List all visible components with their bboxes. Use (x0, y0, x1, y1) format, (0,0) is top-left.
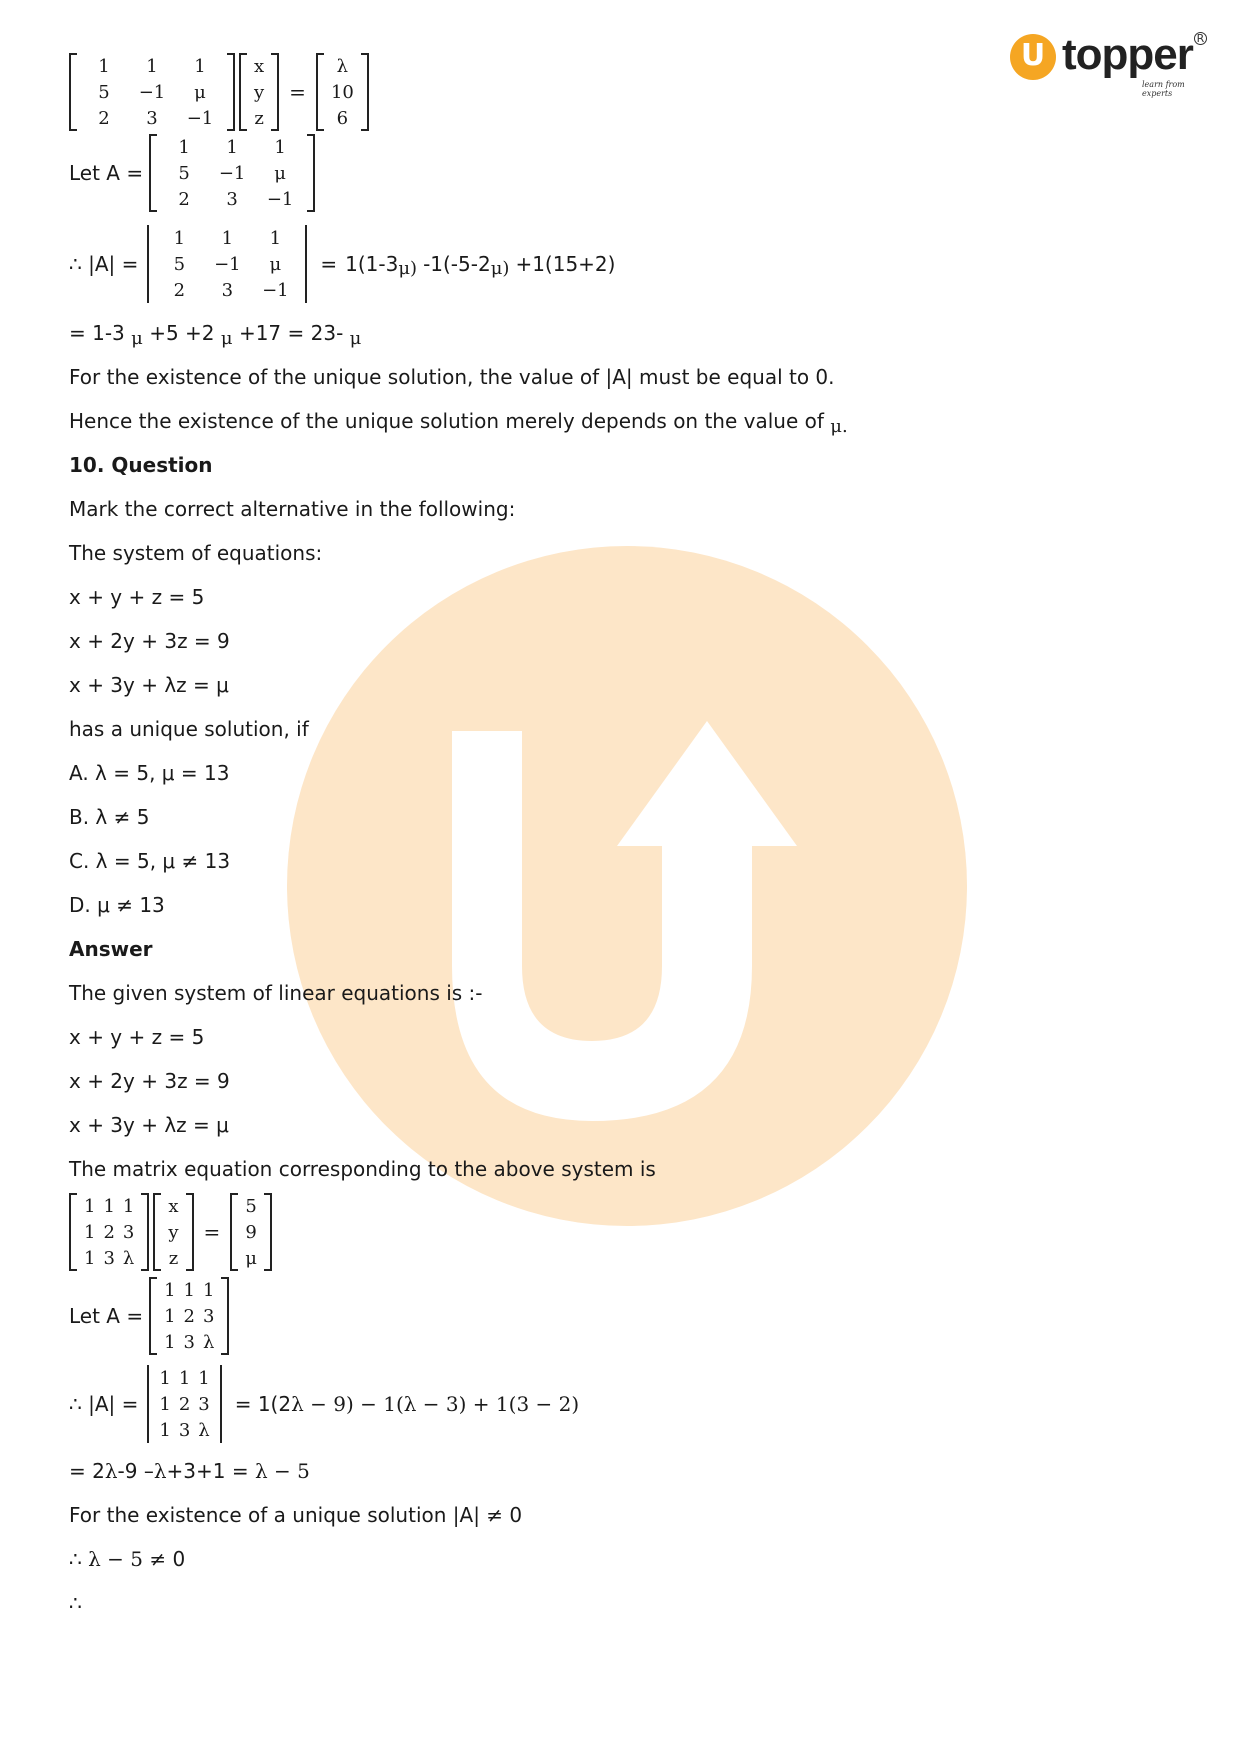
simplification-line-2: = 2λ-9 –λ+3+1 = λ − 5 (69, 1459, 310, 1483)
answer-equation: x + y + z = 5 (69, 1025, 205, 1049)
unique-condition: For the existence of a unique solution |A| ≠ 0 (69, 1503, 523, 1527)
option-b: B. λ ≠ 5 (69, 805, 150, 829)
coefficient-matrix (69, 53, 235, 131)
logo-tagline: learn from experts (1142, 80, 1185, 98)
det-label: ∴ |A| = (69, 1392, 139, 1416)
therefore-line: ∴ (69, 1591, 82, 1615)
registered-mark: R (1194, 32, 1207, 45)
determinant-a: 1 1 1 1 2 3 1 3 λ (144, 1365, 224, 1443)
determinant-expansion-2: ∴ |A| = 1 1 1 1 2 3 1 3 λ = 1(2 λ − 9) − 1(λ − 3) + 1(3 − 2) (69, 1364, 1169, 1444)
option-c: C. λ = 5, μ ≠ 13 (69, 849, 231, 873)
rhs-vector: λ 10 6 (316, 53, 369, 131)
variable-vector: x y z (153, 1193, 193, 1271)
equals-sign: = (203, 1220, 221, 1244)
let-a-definition (69, 134, 1169, 212)
matrix-intro: The matrix equation corresponding to the above system is (69, 1157, 656, 1181)
let-a-label: Let A = (69, 1304, 144, 1328)
question-equation: x + y + z = 5 (69, 585, 205, 609)
question-equation: x + 3y + λz = μ (69, 673, 229, 697)
coefficient-matrix: 1 1 1 1 2 3 1 3 λ (69, 1193, 149, 1271)
logo-wordmark: topper (1062, 30, 1193, 79)
brand-logo (1010, 30, 1210, 98)
existence-statement: For the existence of the unique solution, the value of |A| must be equal to 0. (69, 365, 835, 389)
rhs-vector: 5 9 μ (230, 1193, 272, 1271)
question-title: 10. Question (69, 453, 213, 477)
simplification-line: = 1-3 μ +5 +2 μ +17 = 23- μ (69, 321, 362, 349)
let-a-definition-2 (69, 1276, 1169, 1356)
matrix-cells: 1 1 1 5 −1 μ 2 3 −1 (98, 55, 214, 129)
det-label: ∴ |A| = (69, 252, 139, 276)
question-intro: The system of equations: (69, 541, 323, 565)
determinant-expansion: ∴ |A| = 1 1 1 5 −1 μ 2 3 −1 = 1(1-3 μ) -1(-5-2 μ) +1(15+2) (69, 224, 1169, 304)
option-d: D. μ ≠ 13 (69, 893, 165, 917)
option-a: A. λ = 5, μ = 13 (69, 761, 230, 785)
answer-equation: x + 3y + λz = μ (69, 1113, 229, 1137)
matrix-equation-2 (69, 1194, 1169, 1270)
matrix-a: 1 1 1 1 2 3 1 3 λ (149, 1277, 229, 1355)
logo-u-icon: U (1010, 34, 1056, 80)
document-body (69, 56, 1169, 1628)
question-equation: x + 2y + 3z = 9 (69, 629, 230, 653)
let-a-label: Let A = (69, 161, 144, 185)
equals-sign: = (289, 80, 306, 104)
matrix-a: 1 1 1 5 −1 μ 2 3 −1 (149, 134, 315, 212)
answer-equation: x + 2y + 3z = 9 (69, 1069, 230, 1093)
determinant-a: 1 1 1 5 −1 μ 2 3 −1 (144, 225, 310, 303)
answer-intro: The given system of linear equations is :- (69, 981, 483, 1005)
hence-statement: Hence the existence of the unique solution merely depends on the value of μ. (69, 409, 848, 437)
question-instruction: Mark the correct alternative in the following: (69, 497, 516, 521)
question-condition: has a unique solution, if (69, 717, 309, 741)
matrix-equation-1 (69, 56, 1169, 128)
lambda-condition: ∴ λ − 5 ≠ 0 (69, 1547, 186, 1571)
variable-vector: x y z (239, 53, 279, 131)
answer-title: Answer (69, 937, 153, 961)
